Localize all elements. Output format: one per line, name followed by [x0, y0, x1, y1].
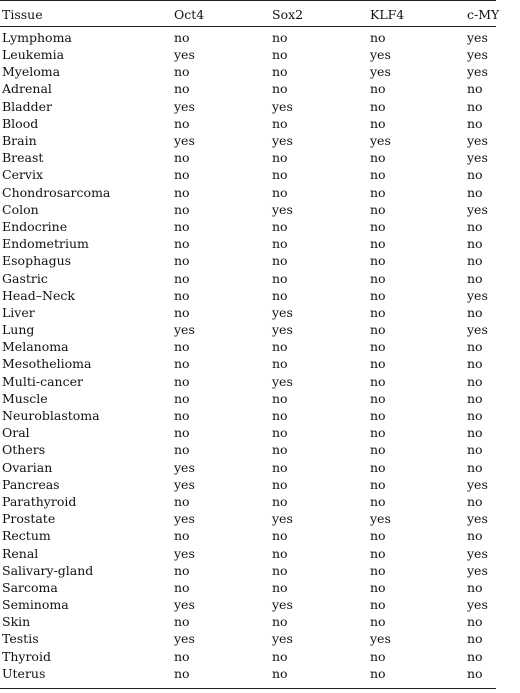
cmyc-cell: no — [467, 390, 483, 406]
oct4-cell: yes — [174, 511, 195, 527]
table-row — [0, 390, 520, 407]
sox2-cell: no — [272, 545, 288, 561]
table-row — [0, 476, 520, 493]
klf4-cell: no — [370, 201, 386, 217]
klf4-cell: no — [370, 562, 386, 578]
sox2-cell: no — [272, 476, 288, 492]
oct4-cell: yes — [174, 98, 195, 114]
table-header-row — [0, 0, 520, 26]
cmyc-cell: no — [467, 339, 483, 355]
oct4-cell: no — [174, 253, 190, 269]
tissue-cell: Testis — [2, 631, 39, 647]
sox2-cell: no — [272, 253, 288, 269]
tissue-cell: Lung — [2, 322, 35, 338]
tissue-cell: Blood — [2, 115, 39, 131]
klf4-cell: no — [370, 579, 386, 595]
oct4-cell: no — [174, 614, 190, 630]
klf4-cell: no — [370, 30, 386, 45]
tissue-cell: Parathyroid — [2, 493, 77, 509]
sox2-cell: no — [272, 150, 288, 166]
cmyc-cell: no — [467, 631, 483, 647]
klf4-cell: no — [370, 665, 386, 681]
oct4-cell: yes — [174, 47, 195, 63]
sox2-cell: no — [272, 339, 288, 355]
oct4-cell: no — [174, 493, 190, 509]
tissue-cell: Melanoma — [2, 339, 69, 355]
table-row — [0, 252, 520, 269]
sox2-cell: no — [272, 356, 288, 372]
header-sox2: Sox2 — [272, 6, 304, 22]
oct4-cell: no — [174, 442, 190, 458]
sox2-cell: yes — [272, 373, 293, 389]
tissue-cell: Chondrosarcoma — [2, 184, 111, 200]
table-row — [0, 287, 520, 304]
cmyc-cell: yes — [467, 133, 488, 149]
table-row — [0, 579, 520, 596]
table-row — [0, 441, 520, 458]
klf4-cell: no — [370, 150, 386, 166]
sox2-cell: no — [272, 47, 288, 63]
table-row — [0, 46, 520, 63]
tissue-cell: Multi-cancer — [2, 373, 83, 389]
klf4-cell: no — [370, 390, 386, 406]
sox2-cell: no — [272, 81, 288, 97]
oct4-cell: no — [174, 64, 190, 80]
klf4-cell: no — [370, 115, 386, 131]
tissue-cell: Colon — [2, 201, 39, 217]
table-row — [0, 304, 520, 321]
cmyc-cell: no — [467, 115, 483, 131]
table-row — [0, 648, 520, 665]
sox2-cell: no — [272, 218, 288, 234]
cmyc-cell: yes — [467, 562, 488, 578]
klf4-cell: no — [370, 528, 386, 544]
table-row — [0, 80, 520, 97]
cmyc-cell: yes — [467, 597, 488, 613]
cmyc-cell: yes — [467, 322, 488, 338]
oct4-cell: no — [174, 579, 190, 595]
tissue-cell: Renal — [2, 545, 39, 561]
tissue-cell: Liver — [2, 304, 35, 320]
sox2-cell: no — [272, 270, 288, 286]
table-row — [0, 201, 520, 218]
klf4-cell: no — [370, 597, 386, 613]
cmyc-cell: yes — [467, 64, 488, 80]
klf4-cell: no — [370, 493, 386, 509]
table-row — [0, 424, 520, 441]
table-row — [0, 630, 520, 647]
sox2-cell: yes — [272, 201, 293, 217]
cmyc-cell: no — [467, 408, 483, 424]
klf4-cell: yes — [370, 631, 391, 647]
klf4-cell: no — [370, 476, 386, 492]
cmyc-cell: no — [467, 81, 483, 97]
tissue-cell: Pancreas — [2, 476, 60, 492]
oct4-cell: no — [174, 648, 190, 664]
klf4-cell: no — [370, 322, 386, 338]
sox2-cell: no — [272, 665, 288, 681]
klf4-cell: no — [370, 304, 386, 320]
klf4-cell: no — [370, 270, 386, 286]
oct4-cell: no — [174, 30, 190, 45]
cmyc-cell: no — [467, 425, 483, 441]
cmyc-cell: yes — [467, 476, 488, 492]
sox2-cell: no — [272, 648, 288, 664]
tissue-cell: Adrenal — [2, 81, 52, 97]
oct4-cell: no — [174, 425, 190, 441]
oct4-cell: yes — [174, 322, 195, 338]
sox2-cell: no — [272, 167, 288, 183]
sox2-cell: no — [272, 459, 288, 475]
oct4-cell: no — [174, 373, 190, 389]
cmyc-cell: no — [467, 665, 483, 681]
klf4-cell: no — [370, 356, 386, 372]
tissue-cell: Prostate — [2, 511, 56, 527]
table-row — [0, 269, 520, 286]
oct4-cell: yes — [174, 631, 195, 647]
klf4-cell: no — [370, 648, 386, 664]
table-row — [0, 665, 520, 682]
oct4-cell: yes — [174, 476, 195, 492]
tissue-cell: Esophagus — [2, 253, 72, 269]
klf4-cell: no — [370, 253, 386, 269]
tissue-cell: Endocrine — [2, 218, 68, 234]
tissue-cell: Lymphoma — [2, 30, 72, 45]
tissue-cell: Brain — [2, 133, 37, 149]
header-cmyc: c-MY — [467, 6, 500, 22]
table-row — [0, 562, 520, 579]
cmyc-cell: yes — [467, 201, 488, 217]
sox2-cell: yes — [272, 322, 293, 338]
table-row — [0, 544, 520, 561]
oct4-cell: no — [174, 184, 190, 200]
header-tissue: Tissue — [2, 6, 43, 22]
table-row — [0, 115, 520, 132]
klf4-cell: no — [370, 373, 386, 389]
table-row — [0, 166, 520, 183]
klf4-cell: no — [370, 236, 386, 252]
klf4-cell: no — [370, 218, 386, 234]
sox2-cell: yes — [272, 98, 293, 114]
oct4-cell: yes — [174, 133, 195, 149]
oct4-cell: no — [174, 115, 190, 131]
sox2-cell: yes — [272, 133, 293, 149]
table-row — [0, 459, 520, 476]
table-row — [0, 527, 520, 544]
table-row — [0, 373, 520, 390]
oct4-cell: no — [174, 150, 190, 166]
sox2-cell: no — [272, 184, 288, 200]
oct4-cell: yes — [174, 597, 195, 613]
tissue-cell: Endometrium — [2, 236, 89, 252]
oct4-cell: no — [174, 81, 190, 97]
table-row — [0, 613, 520, 630]
table-row — [0, 235, 520, 252]
oct4-cell: no — [174, 356, 190, 372]
cmyc-cell: no — [467, 184, 483, 200]
oct4-cell: no — [174, 408, 190, 424]
cmyc-cell: yes — [467, 511, 488, 527]
klf4-cell: no — [370, 287, 386, 303]
tissue-cell: Rectum — [2, 528, 51, 544]
oct4-cell: no — [174, 201, 190, 217]
klf4-cell: yes — [370, 511, 391, 527]
sox2-cell: no — [272, 579, 288, 595]
tissue-cell: Seminoma — [2, 597, 69, 613]
oct4-cell: no — [174, 218, 190, 234]
sox2-cell: no — [272, 287, 288, 303]
table-row — [0, 184, 520, 201]
table-row — [0, 493, 520, 510]
sox2-cell: no — [272, 442, 288, 458]
klf4-cell: no — [370, 425, 386, 441]
cmyc-cell: no — [467, 356, 483, 372]
sox2-cell: no — [272, 425, 288, 441]
klf4-cell: yes — [370, 133, 391, 149]
table-row — [0, 355, 520, 372]
tissue-cell: Ovarian — [2, 459, 53, 475]
klf4-cell: no — [370, 408, 386, 424]
klf4-cell: no — [370, 545, 386, 561]
cmyc-cell: no — [467, 493, 483, 509]
oct4-cell: yes — [174, 545, 195, 561]
sox2-cell: yes — [272, 304, 293, 320]
cmyc-cell: yes — [467, 30, 488, 45]
cmyc-cell: no — [467, 98, 483, 114]
oct4-cell: no — [174, 528, 190, 544]
oct4-cell: no — [174, 236, 190, 252]
klf4-cell: no — [370, 98, 386, 114]
cmyc-cell: no — [467, 304, 483, 320]
tissue-cell: Skin — [2, 614, 31, 630]
tissue-cell: Myeloma — [2, 64, 61, 80]
oct4-cell: no — [174, 562, 190, 578]
sox2-cell: no — [272, 493, 288, 509]
cmyc-cell: no — [467, 442, 483, 458]
sox2-cell: yes — [272, 597, 293, 613]
table-row — [0, 596, 520, 613]
header-oct4: Oct4 — [174, 6, 205, 22]
tissue-cell: Cervix — [2, 167, 44, 183]
tissue-cell: Mesothelioma — [2, 356, 92, 372]
sox2-cell: yes — [272, 511, 293, 527]
sox2-cell: no — [272, 64, 288, 80]
oct4-cell: no — [174, 390, 190, 406]
cmyc-cell: no — [467, 236, 483, 252]
sox2-cell: yes — [272, 631, 293, 647]
oct4-cell: no — [174, 270, 190, 286]
header-klf4: KLF4 — [370, 6, 405, 22]
table-row — [0, 63, 520, 80]
tissue-cell: Uterus — [2, 665, 46, 681]
tissue-cell: Breast — [2, 150, 44, 166]
oct4-cell: no — [174, 339, 190, 355]
table-row — [0, 98, 520, 115]
tissue-cell: Muscle — [2, 390, 48, 406]
klf4-cell: no — [370, 184, 386, 200]
klf4-cell: no — [370, 442, 386, 458]
klf4-cell: yes — [370, 64, 391, 80]
cmyc-cell: yes — [467, 545, 488, 561]
klf4-cell: no — [370, 459, 386, 475]
cmyc-cell: no — [467, 528, 483, 544]
cmyc-cell: no — [467, 270, 483, 286]
sox2-cell: no — [272, 408, 288, 424]
oct4-cell: yes — [174, 459, 195, 475]
oct4-cell: no — [174, 287, 190, 303]
sox2-cell: no — [272, 30, 288, 45]
cmyc-cell: no — [467, 373, 483, 389]
oct4-cell: no — [174, 304, 190, 320]
table-row — [0, 26, 520, 46]
tissue-cell: Oral — [2, 425, 30, 441]
cmyc-cell: yes — [467, 47, 488, 63]
cmyc-cell: no — [467, 648, 483, 664]
tissue-cell: Sarcoma — [2, 579, 58, 595]
tissue-cell: Thyroid — [2, 648, 51, 664]
sox2-cell: no — [272, 528, 288, 544]
klf4-cell: no — [370, 614, 386, 630]
cmyc-cell: no — [467, 218, 483, 234]
table-row — [0, 218, 520, 235]
cmyc-cell: yes — [467, 150, 488, 166]
cmyc-cell: no — [467, 614, 483, 630]
sox2-cell: no — [272, 390, 288, 406]
klf4-cell: no — [370, 81, 386, 97]
klf4-cell: no — [370, 167, 386, 183]
table-row — [0, 132, 520, 149]
tissue-cell: Salivary-gland — [2, 562, 94, 578]
oct4-cell: no — [174, 167, 190, 183]
sox2-cell: no — [272, 236, 288, 252]
klf4-cell: no — [370, 339, 386, 355]
cmyc-cell: no — [467, 167, 483, 183]
table-row — [0, 407, 520, 424]
cmyc-cell: yes — [467, 287, 488, 303]
table-row — [0, 338, 520, 355]
cmyc-cell: no — [467, 459, 483, 475]
klf4-cell: yes — [370, 47, 391, 63]
cmyc-cell: no — [467, 579, 483, 595]
table-bottom-rule — [0, 688, 496, 689]
oct4-cell: no — [174, 665, 190, 681]
cmyc-cell: no — [467, 253, 483, 269]
sox2-cell: no — [272, 614, 288, 630]
tissue-cell: Bladder — [2, 98, 53, 114]
tissue-cell: Head–Neck — [2, 287, 75, 303]
table-body — [0, 26, 520, 682]
table-row — [0, 510, 520, 527]
tissue-cell: Leukemia — [2, 47, 65, 63]
table-row — [0, 149, 520, 166]
sox2-cell: no — [272, 562, 288, 578]
table-row — [0, 321, 520, 338]
sox2-cell: no — [272, 115, 288, 131]
tissue-cell: Others — [2, 442, 46, 458]
tissue-cell: Gastric — [2, 270, 48, 286]
tissue-cell: Neuroblastoma — [2, 408, 100, 424]
